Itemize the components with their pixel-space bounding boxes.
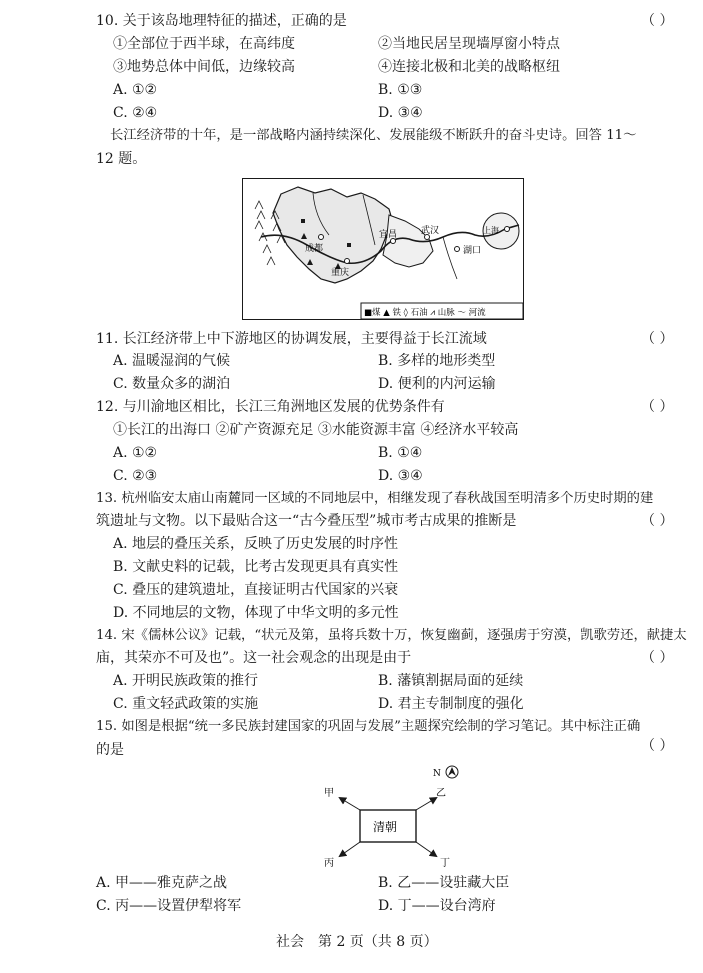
q10-stem: 10. 关于该岛地理特征的描述，正确的是	[96, 13, 347, 29]
q10-item-2: ②当地民居呈现墙厚窗小特点	[378, 36, 560, 52]
q12-option-a: A. ①②	[113, 445, 158, 461]
q11-answer-bracket: （ ）	[641, 331, 674, 347]
q15-stem-line-1: 15. 如图是根据“统一多民族封建国家的巩固与发展”主题探究绘制的学习笔记。其中标注正确	[96, 719, 641, 734]
q10-item-3: ③地势总体中间低，边缘较高	[113, 59, 295, 75]
q10-answer-bracket: （ ）	[641, 13, 674, 29]
page-footer: 社会 第 2 页（共 8 页）	[276, 934, 438, 950]
arrow-ne	[416, 798, 436, 810]
q14-option-b: B. 藩镇割据局面的延续	[378, 673, 524, 689]
center-label: 清朝	[373, 820, 398, 834]
yangtze-map	[242, 178, 524, 320]
q10-option-b: B. ①③	[378, 82, 423, 98]
qing-diagram-svg	[318, 760, 468, 870]
q15-option-b: B. 乙——设驻藏大臣	[378, 875, 510, 891]
north-label: N	[433, 769, 441, 779]
q10-item-1: ①全部位于西半球，在高纬度	[113, 36, 295, 52]
arrow-sw	[340, 842, 360, 856]
arrow-nw	[340, 798, 360, 810]
q11-stem: 11. 长江经济带上中下游地区的协调发展，主要得益于长江流域	[96, 331, 487, 347]
q13-option-a: A. 地层的叠压关系，反映了历史发展的时序性	[113, 536, 399, 552]
q15-option-a: A. 甲——雅克萨之战	[96, 875, 228, 891]
q14-option-c: C. 重文轻武政策的实施	[113, 696, 259, 712]
q14-option-d: D. 君主专制制度的强化	[378, 696, 524, 712]
q10-option-d: D. ③④	[378, 105, 423, 121]
qing-dynasty-diagram	[318, 760, 468, 870]
q12-answer-bracket: （ ）	[641, 399, 674, 415]
map-label-chongqing: 重庆	[331, 268, 350, 278]
arrow-se	[416, 842, 436, 856]
q14-stem-line-1: 14. 宋《儒林公议》记载，“状元及第，虽将兵数十万，恢复幽蓟，逐强虏于穷漠，凯歌劳还，献捷太	[96, 628, 687, 643]
map-label-shanghai: 上海	[483, 226, 499, 235]
q11-option-a: A. 温暖湿润的气候	[113, 353, 231, 369]
q13-option-d: D. 不同地层的文物，体现了中华文明的多元性	[113, 605, 399, 621]
q15-option-c: C. 丙——设置伊犁将军	[96, 898, 242, 914]
passage-line-1: 长江经济带的十年，是一部战略内涵持续深化、发展能级不断跃升的奋斗史诗。回答 11～	[110, 128, 637, 143]
q14-answer-bracket: （ ）	[641, 650, 674, 666]
q13-stem-line-2: 筑遗址与文物。以下最贴合这一“古今叠压型”城市考古成果的推断是	[96, 513, 517, 529]
yangtze-map-svg	[243, 179, 523, 319]
q13-answer-bracket: （ ）	[641, 513, 674, 529]
map-legend: ■煤 ▲ 铁 ◊ 石油 ⩘ 山脉 〜 河流	[364, 308, 486, 318]
q11-option-b: B. 多样的地形类型	[378, 353, 496, 369]
tributary-3	[443, 237, 457, 279]
label-bing: 丙	[324, 858, 334, 869]
q13-option-b: B. 文献史料的记载，比考古发现更具有真实性	[113, 559, 399, 575]
map-label-hukou: 湖口	[463, 246, 482, 256]
map-label-yichang: 宜昌	[379, 230, 398, 240]
q11-option-c: C. 数量众多的湖泊	[113, 376, 231, 392]
label-yi: 乙	[436, 788, 446, 799]
q15-stem-line-2: 的是	[96, 742, 124, 758]
passage-line-2: 12 题。	[96, 151, 147, 167]
q12-option-c: C. ②③	[113, 468, 158, 484]
q12-option-d: D. ③④	[378, 468, 423, 484]
q10-item-4: ④连接北极和北美的战略枢纽	[378, 59, 560, 75]
q13-option-c: C. 叠压的建筑遗址，直接证明古代国家的兴衰	[113, 582, 399, 598]
q14-stem-line-2: 庙，其荣亦不可及也”。这一社会观念的出现是由于	[96, 650, 412, 666]
map-label-wuhan: 武汉	[421, 226, 440, 236]
q12-stem: 12. 与川渝地区相比，长江三角洲地区发展的优势条件有	[96, 399, 445, 415]
map-label-chengdu: 成都	[305, 244, 324, 254]
q10-option-c: C. ②④	[113, 105, 158, 121]
north-arrow-icon	[448, 767, 456, 776]
q10-option-a: A. ①②	[113, 82, 158, 98]
q14-option-a: A. 开明民族政策的推行	[113, 673, 259, 689]
q13-stem-line-1: 13. 杭州临安太庙山南麓同一区域的不同地层中，相继发现了春秋战国至明清多个历史时期的建	[96, 491, 654, 506]
q15-option-d: D. 丁——设台湾府	[378, 898, 496, 914]
q15-answer-bracket: （ ）	[641, 738, 674, 754]
q11-option-d: D. 便利的内河运输	[378, 376, 496, 392]
label-ding: 丁	[440, 858, 450, 869]
q12-option-b: B. ①④	[378, 445, 423, 461]
q12-items: ①长江的出海口 ②矿产资源充足 ③水能资源丰富 ④经济水平较高	[113, 422, 519, 438]
label-jia: 甲	[324, 788, 334, 799]
